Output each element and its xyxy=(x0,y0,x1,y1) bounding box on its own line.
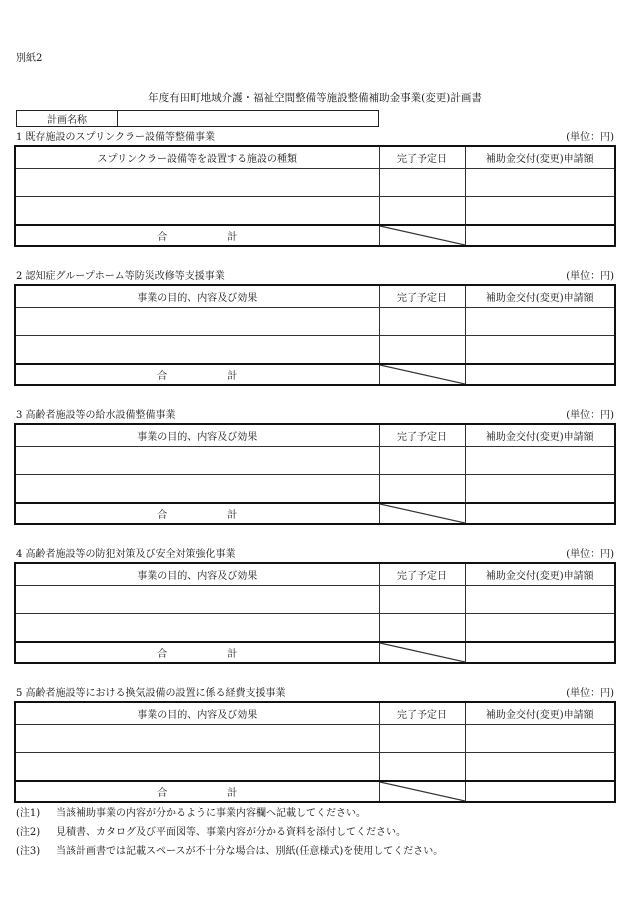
section-heading xyxy=(16,128,614,143)
amount-cell[interactable] xyxy=(465,586,615,614)
total-date-crossed-cell xyxy=(379,503,465,524)
completion-date-cell[interactable] xyxy=(379,308,465,336)
section-heading xyxy=(16,684,614,699)
description-cell[interactable] xyxy=(15,308,379,336)
description-cell[interactable] xyxy=(15,197,379,226)
total-date-crossed-cell xyxy=(379,642,465,663)
unit-label: (単位：円) xyxy=(566,549,614,560)
total-label-left: 合 xyxy=(157,649,168,660)
column-header-amount: 補助金交付(変更)申請額 xyxy=(465,702,615,725)
note-item xyxy=(16,842,443,861)
total-label-right: 計 xyxy=(227,788,238,799)
column-header-completion-date: 完了予定日 xyxy=(379,285,465,308)
column-header-completion-date: 完了予定日 xyxy=(379,563,465,586)
total-date-crossed-cell xyxy=(379,225,465,246)
total-label xyxy=(15,503,379,524)
unit-label: (単位：円) xyxy=(566,271,614,282)
description-cell[interactable] xyxy=(15,169,379,197)
notes xyxy=(16,804,443,861)
description-cell[interactable] xyxy=(15,447,379,475)
section-table xyxy=(14,701,616,803)
total-label-right: 計 xyxy=(227,371,238,382)
description-cell[interactable] xyxy=(15,586,379,614)
total-amount-cell[interactable] xyxy=(465,225,615,246)
total-label-left: 合 xyxy=(157,371,168,382)
total-date-crossed-cell xyxy=(379,364,465,385)
section-title: 5 高齢者施設等における換気設備の設置に係る経費支援事業 xyxy=(16,688,286,699)
completion-date-cell[interactable] xyxy=(379,197,465,226)
note-text: 当該計画書では記載スペースが不十分な場合は、別紙(任意様式)を使用してください。 xyxy=(56,846,444,857)
total-label-left: 合 xyxy=(157,510,168,521)
section-title: 2 認知症グループホーム等防災改修等支援事業 xyxy=(16,271,225,282)
total-label xyxy=(15,642,379,663)
section-heading xyxy=(16,267,614,282)
total-label xyxy=(15,781,379,802)
total-amount-cell[interactable] xyxy=(465,781,615,802)
amount-cell[interactable] xyxy=(465,475,615,504)
amount-cell[interactable] xyxy=(465,725,615,753)
completion-date-cell[interactable] xyxy=(379,614,465,643)
description-cell[interactable] xyxy=(15,753,379,782)
column-header-completion-date: 完了予定日 xyxy=(379,424,465,447)
section-heading xyxy=(16,406,614,421)
diagonal-strike xyxy=(380,226,465,245)
section-title: 1 既存施設のスプリンクラー設備等整備事業 xyxy=(16,132,215,143)
description-cell[interactable] xyxy=(15,614,379,643)
completion-date-cell[interactable] xyxy=(379,447,465,475)
unit-label: (単位：円) xyxy=(566,410,614,421)
section-title: 3 高齢者施設等の給水設備整備事業 xyxy=(16,410,176,421)
note-label: (注2) xyxy=(16,827,41,838)
column-header-amount: 補助金交付(変更)申請額 xyxy=(465,285,615,308)
total-label xyxy=(15,364,379,385)
section-title: 4 高齢者施設等の防犯対策及び安全対策強化事業 xyxy=(16,549,236,560)
note-label: (注1) xyxy=(16,808,41,819)
completion-date-cell[interactable] xyxy=(379,586,465,614)
total-date-crossed-cell xyxy=(379,781,465,802)
completion-date-cell[interactable] xyxy=(379,725,465,753)
column-header-completion-date: 完了予定日 xyxy=(379,702,465,725)
total-label-left: 合 xyxy=(157,232,168,243)
note-label: (注3) xyxy=(16,846,41,857)
total-amount-cell[interactable] xyxy=(465,364,615,385)
note-text: 当該補助事業の内容が分かるように事業内容欄へ記載してください。 xyxy=(56,808,366,819)
note-text: 見積書、カタログ及び平面図等、事業内容が分かる資料を添付してください。 xyxy=(56,827,406,838)
amount-cell[interactable] xyxy=(465,308,615,336)
column-header-description: 事業の目的、内容及び効果 xyxy=(15,702,379,725)
total-label-right: 計 xyxy=(227,510,238,521)
diagonal-strike xyxy=(380,365,465,384)
amount-cell[interactable] xyxy=(465,614,615,643)
section-table xyxy=(14,145,616,247)
total-label xyxy=(15,225,379,246)
unit-label: (単位：円) xyxy=(566,688,614,699)
description-cell[interactable] xyxy=(15,475,379,504)
plan-name-field[interactable] xyxy=(118,111,379,127)
column-header-amount: 補助金交付(変更)申請額 xyxy=(465,424,615,447)
total-amount-cell[interactable] xyxy=(465,642,615,663)
amount-cell[interactable] xyxy=(465,169,615,197)
total-label-right: 計 xyxy=(227,649,238,660)
diagonal-strike xyxy=(380,643,465,662)
completion-date-cell[interactable] xyxy=(379,753,465,782)
column-header-amount: 補助金交付(変更)申請額 xyxy=(465,146,615,169)
amount-cell[interactable] xyxy=(465,753,615,782)
column-header-description: スプリンクラー設備等を設置する施設の種類 xyxy=(15,146,379,169)
section-table xyxy=(14,562,616,664)
column-header-description: 事業の目的、内容及び効果 xyxy=(15,563,379,586)
annex-label: 別紙2 xyxy=(16,53,43,64)
completion-date-cell[interactable] xyxy=(379,475,465,504)
completion-date-cell[interactable] xyxy=(379,336,465,365)
diagonal-strike xyxy=(380,504,465,523)
section-table xyxy=(14,284,616,386)
amount-cell[interactable] xyxy=(465,197,615,226)
section-heading xyxy=(16,545,614,560)
diagonal-strike xyxy=(380,782,465,801)
section-table xyxy=(14,423,616,525)
description-cell[interactable] xyxy=(15,725,379,753)
column-header-description: 事業の目的、内容及び効果 xyxy=(15,285,379,308)
total-label-right: 計 xyxy=(227,232,238,243)
total-amount-cell[interactable] xyxy=(465,503,615,524)
unit-label: (単位：円) xyxy=(566,132,614,143)
note-item xyxy=(16,804,443,823)
amount-cell[interactable] xyxy=(465,336,615,365)
total-label-left: 合 xyxy=(157,788,168,799)
plan-name-label: 計画名称 xyxy=(17,111,118,127)
column-header-completion-date: 完了予定日 xyxy=(379,146,465,169)
plan-name-table xyxy=(16,110,379,127)
note-item xyxy=(16,823,443,842)
amount-cell[interactable] xyxy=(465,447,615,475)
completion-date-cell[interactable] xyxy=(379,169,465,197)
column-header-amount: 補助金交付(変更)申請額 xyxy=(465,563,615,586)
column-header-description: 事業の目的、内容及び効果 xyxy=(15,424,379,447)
document-title: 年度有田町地域介護・福祉空間整備等施設整備補助金事業(変更)計画書 xyxy=(148,92,482,104)
description-cell[interactable] xyxy=(15,336,379,365)
